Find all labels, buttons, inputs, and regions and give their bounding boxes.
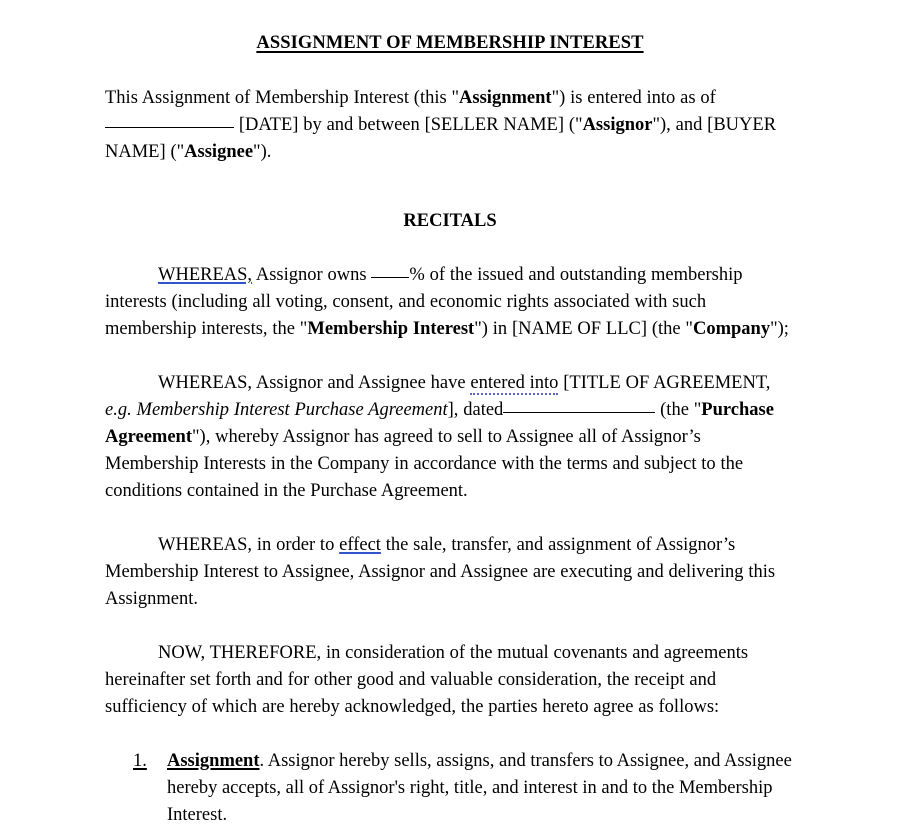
recital-1-text-b: % of the issued and outstanding membership interests (including all voting, consent, and economic rights associated with such membership interests, the "	[105, 265, 743, 339]
clause-heading-assignment: Assignment	[167, 751, 260, 771]
recital-3-text-b: the sale, transfer, and assignment of Assignor’s Membership Interest to Assignee, Assignor and Assignee are executing and delivering this Assignment.	[105, 535, 776, 609]
whereas-lead-flagged: WHEREAS,	[158, 265, 253, 285]
intro-text-d: "), and [BUYER NAME] ("	[105, 115, 777, 162]
recital-2-text-c: ], dated	[447, 400, 504, 420]
recital-paragraph-3	[105, 532, 795, 613]
defined-term-assignment: Assignment	[459, 88, 552, 108]
recital-paragraph-1	[105, 262, 795, 343]
clause-body-1: . Assignor hereby sells, assigns, and transfers to Assignee, and Assignee hereby accepts, all of Assignor's right, title, and interest in and to the Membership Interest.	[167, 751, 792, 825]
recital-1-text-a: Assignor owns	[252, 265, 372, 285]
spacer	[105, 721, 795, 748]
intro-paragraph	[105, 85, 795, 166]
recitals-heading: RECITALS	[403, 211, 497, 231]
spacer	[105, 166, 795, 208]
spacer	[105, 235, 795, 262]
page-title: ASSIGNMENT OF MEMBERSHIP INTEREST	[256, 33, 644, 53]
percentage-blank-field[interactable]	[371, 263, 409, 278]
dated-blank-field[interactable]	[503, 398, 655, 413]
intro-text-b: ") is entered into as of	[551, 88, 716, 108]
spacer	[105, 54, 795, 85]
document-body	[105, 0, 795, 829]
defined-term-company: Company	[692, 319, 771, 339]
recital-2-text-b: [TITLE OF AGREEMENT,	[558, 373, 771, 393]
date-blank-field[interactable]	[105, 113, 234, 128]
now-therefore-paragraph	[105, 640, 795, 721]
list-item	[105, 748, 795, 829]
intro-text-a: This Assignment of Membership Interest (this "	[105, 88, 460, 108]
recital-1-text-c: ") in [NAME OF LLC] (the "	[474, 319, 693, 339]
spacer	[105, 505, 795, 532]
clause-list	[105, 748, 795, 829]
defined-term-assignor: Assignor	[582, 115, 653, 135]
agreement-title-italic: e.g. Membership Interest Purchase Agreement	[105, 400, 448, 420]
clause-number-1: 1.	[133, 751, 147, 771]
recital-1-text-d: ");	[770, 319, 789, 339]
grammar-flag-effect: effect	[339, 535, 381, 555]
spacer	[105, 343, 795, 370]
recital-2-text-e: "), whereby Assignor has agreed to sell to Assignee all of Assignor’s Membership Interests in the Company in accordance with the terms and subject to the conditions contained in the Purchase Agreement.	[105, 427, 744, 501]
recital-2-text-a: WHEREAS, Assignor and Assignee have	[158, 373, 471, 393]
intro-text-c: [DATE] by and between [SELLER NAME] ("	[238, 115, 583, 135]
now-therefore-text: NOW, THEREFORE, in consideration of the mutual covenants and agreements hereinafter set forth and for other good and valuable consideration, the receipt and sufficiency of which are hereby acknowledged, the parties hereto agree as follows:	[105, 643, 749, 717]
defined-term-purchase-agreement: Purchase Agreement	[105, 400, 774, 447]
spacer	[105, 613, 795, 640]
recital-paragraph-2	[105, 370, 795, 505]
defined-term-membership-interest: Membership Interest	[307, 319, 475, 339]
grammar-suggestion-entered-into: entered into	[470, 373, 559, 393]
recital-3-text-a: WHEREAS, in order to	[158, 535, 340, 555]
intro-text-e: ").	[253, 142, 272, 162]
defined-term-assignee: Assignee	[184, 142, 254, 162]
recital-2-text-d: (the "	[655, 400, 702, 420]
